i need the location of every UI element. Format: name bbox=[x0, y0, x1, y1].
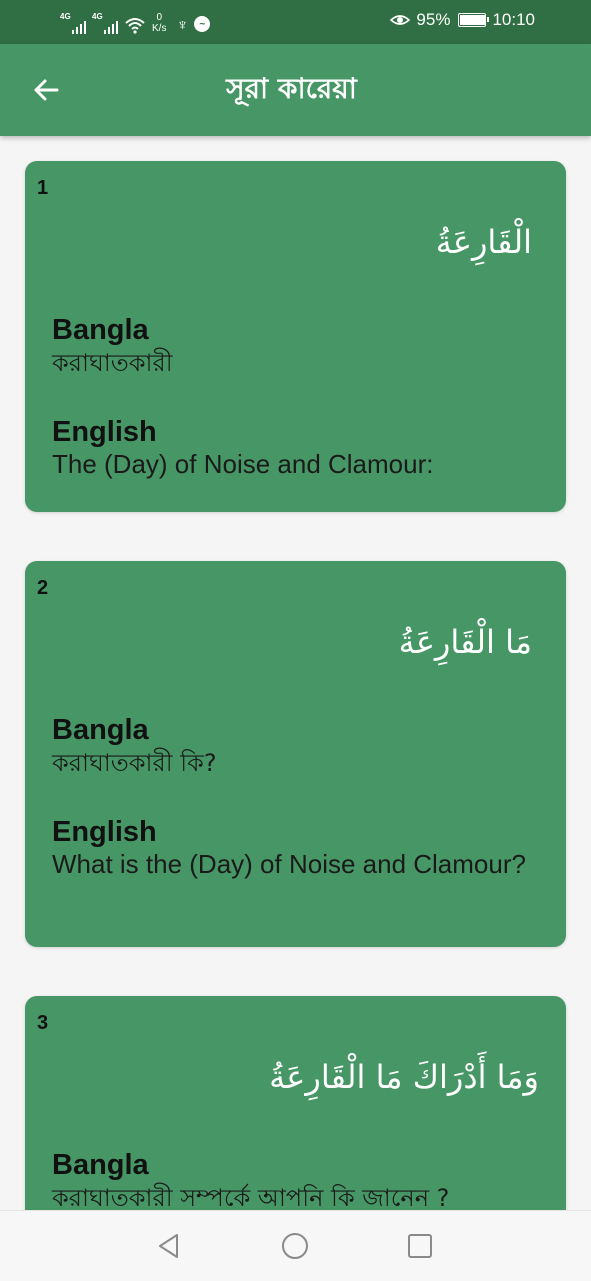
nav-home-button[interactable] bbox=[272, 1223, 318, 1269]
status-left-icons bbox=[60, 8, 210, 36]
nav-recents-button[interactable] bbox=[397, 1223, 443, 1269]
clock: 10:10 bbox=[492, 10, 535, 29]
battery-icon bbox=[458, 13, 486, 27]
status-bar bbox=[0, 0, 591, 44]
back-button[interactable] bbox=[20, 64, 72, 116]
network-speed bbox=[152, 12, 166, 34]
status-right-icons bbox=[390, 10, 535, 30]
english-section bbox=[52, 415, 536, 479]
bangla-translation: করাঘাতকারী কি? bbox=[52, 749, 217, 777]
square-recents-icon bbox=[406, 1232, 434, 1260]
verse-list[interactable] bbox=[0, 136, 591, 1210]
speed-value: 0 bbox=[156, 12, 162, 23]
signal-label: 4G bbox=[60, 12, 71, 21]
usb-icon: ♆ bbox=[176, 17, 189, 34]
signal-label: 4G bbox=[92, 12, 103, 21]
bangla-translation: করাঘাতকারী সম্পর্কে আপনি কি জানেন ? bbox=[52, 1184, 450, 1210]
bangla-label: Bangla bbox=[52, 714, 149, 746]
verse-card[interactable] bbox=[25, 996, 566, 1210]
signal-icon bbox=[60, 12, 86, 36]
verse-card[interactable] bbox=[25, 561, 566, 947]
battery-percent: 95% bbox=[416, 10, 451, 29]
triangle-back-icon bbox=[155, 1232, 183, 1260]
wifi-icon bbox=[124, 14, 146, 36]
signal-icon bbox=[92, 12, 118, 36]
english-section bbox=[52, 815, 536, 879]
page-title: সূরা কারেয়া bbox=[226, 71, 357, 105]
verse-card[interactable] bbox=[25, 161, 566, 512]
verse-number: 3 bbox=[37, 1012, 49, 1034]
english-label: English bbox=[52, 416, 157, 448]
speed-unit: K/s bbox=[152, 23, 167, 34]
bangla-section bbox=[52, 713, 536, 779]
app-bar bbox=[0, 44, 591, 136]
bangla-section bbox=[52, 313, 536, 379]
arabic-text: الْقَارِعَةُ bbox=[435, 223, 532, 261]
bangla-translation: করাঘাতকারী bbox=[52, 349, 173, 377]
english-label: English bbox=[52, 816, 157, 848]
bangla-label: Bangla bbox=[52, 1149, 149, 1181]
english-translation: The (Day) of Noise and Clamour: bbox=[52, 449, 434, 479]
battery-fill bbox=[460, 15, 485, 25]
english-translation: What is the (Day) of Noise and Clamour? bbox=[52, 849, 526, 879]
arabic-text: وَمَا أَدْرَاكَ مَا الْقَارِعَةُ bbox=[269, 1058, 539, 1096]
back-arrow-icon bbox=[31, 75, 61, 105]
verse-number: 1 bbox=[37, 177, 49, 199]
arabic-text: مَا الْقَارِعَةُ bbox=[398, 623, 532, 661]
system-nav-bar bbox=[0, 1210, 591, 1281]
nav-back-button[interactable] bbox=[146, 1223, 192, 1269]
bangla-label: Bangla bbox=[52, 314, 149, 346]
verse-number: 2 bbox=[37, 577, 49, 599]
bangla-section bbox=[52, 1148, 546, 1210]
messenger-icon: ~ bbox=[194, 16, 210, 32]
eye-comfort-icon bbox=[390, 12, 410, 28]
circle-home-icon bbox=[280, 1231, 310, 1261]
